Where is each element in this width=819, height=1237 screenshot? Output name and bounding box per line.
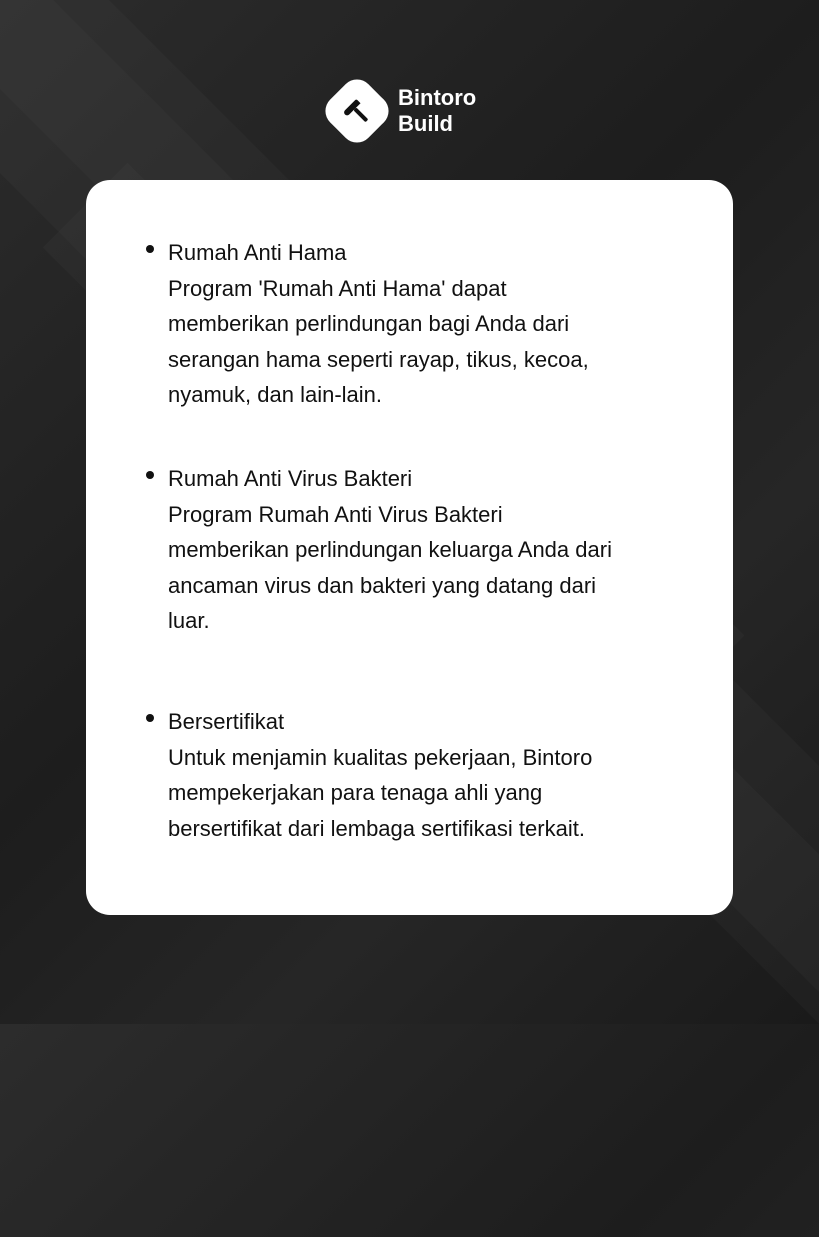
description-line: memberikan perlindungan keluarga Anda dari: [168, 537, 612, 562]
description-line: ancaman virus dan bakteri yang datang dari: [168, 572, 597, 598]
content-card: [86, 180, 733, 915]
brand-logo: [319, 73, 395, 149]
description-line: luar.: [168, 608, 210, 633]
description-line: serangan hama seperti rayap, tikus, kecoa,: [168, 346, 589, 372]
brand-name-line1: Bintoro: [398, 85, 477, 110]
description-line: bersertifikat dari lembaga sertifikasi terkait.: [168, 815, 585, 841]
list-item-description: [168, 271, 688, 413]
description-line: nyamuk, dan lain-lain.: [168, 382, 383, 407]
bullet-icon: [146, 471, 154, 479]
description-line: Program 'Rumah Anti Hama' dapat: [168, 275, 507, 301]
list-item: [168, 704, 688, 846]
list-item-title: Rumah Anti Virus Bakteri: [168, 466, 413, 491]
bullet-icon: [146, 714, 154, 722]
hammer-icon: [342, 96, 372, 126]
list-item: [168, 235, 688, 413]
list-item-description: [168, 740, 688, 847]
bullet-icon: [146, 245, 154, 253]
list-item-description: [168, 497, 688, 639]
description-line: memberikan perlindungan bagi Anda dari: [168, 311, 570, 336]
brand-name-line2: Build: [398, 111, 453, 136]
description-line: mempekerjakan para tenaga ahli yang: [168, 780, 543, 805]
list-item-title: Bersertifikat: [168, 709, 285, 734]
list-item: [168, 461, 688, 639]
description-line: Program Rumah Anti Virus Bakteri: [168, 501, 503, 527]
brand-name: [398, 85, 476, 137]
description-line: Untuk menjamin kualitas pekerjaan, Bintoro: [168, 744, 593, 770]
brand-header: [330, 84, 476, 138]
list-item-title: Rumah Anti Hama: [168, 240, 347, 265]
